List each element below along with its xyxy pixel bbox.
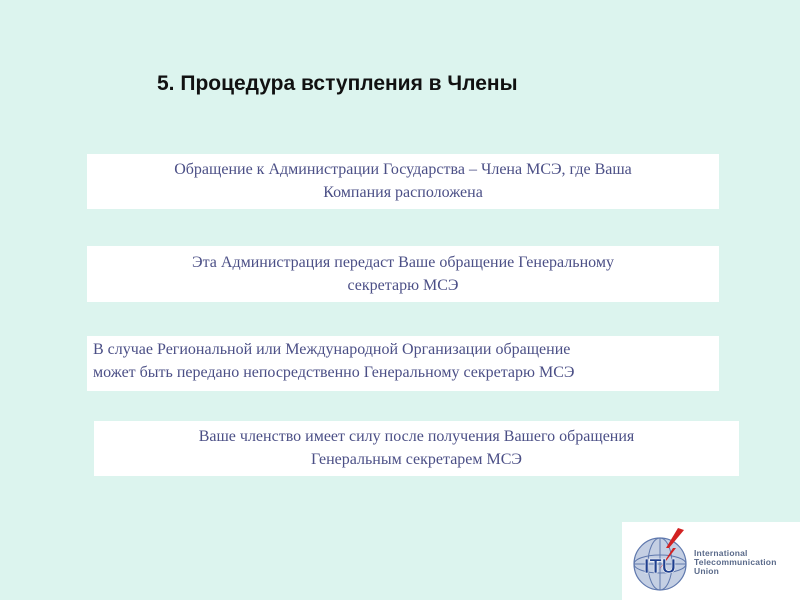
step-3-line-2: может быть передано непосредственно Генеральному секретарю МСЭ [93,364,575,381]
step-1-line-2: Компания расположена [323,184,483,201]
itu-globe-emblem-icon [626,526,696,596]
step-3-line-1: В случае Региональной или Международной Организации обращение [93,341,571,358]
itu-logo-line-1: International [694,548,748,558]
step-2-line-2: секретарю МСЭ [347,277,459,294]
itu-emblem-text: ITU [643,556,677,578]
itu-logo [622,522,800,600]
itu-logo-line-3: Union [694,566,720,576]
itu-logo-line-2: Telecommunication [694,557,777,567]
step-box-application-to-administration [87,154,719,209]
itu-logo-wordmark [694,549,777,576]
step-box-regional-organization [87,336,719,391]
step-box-administration-forwards [87,246,719,302]
step-box-membership-effective [94,421,739,476]
step-4-line-2: Генеральным секретарем МСЭ [310,451,522,468]
step-1-line-1: Обращение к Администрации Государства – Члена МСЭ, где Ваша [174,161,632,178]
slide-title: 5. Процедура вступления в Члены [157,72,518,95]
step-4-line-1: Ваше членство имеет силу после получения Вашего обращения [198,428,635,445]
step-2-line-1: Эта Администрация передаст Ваше обращение Генеральному [192,254,614,271]
